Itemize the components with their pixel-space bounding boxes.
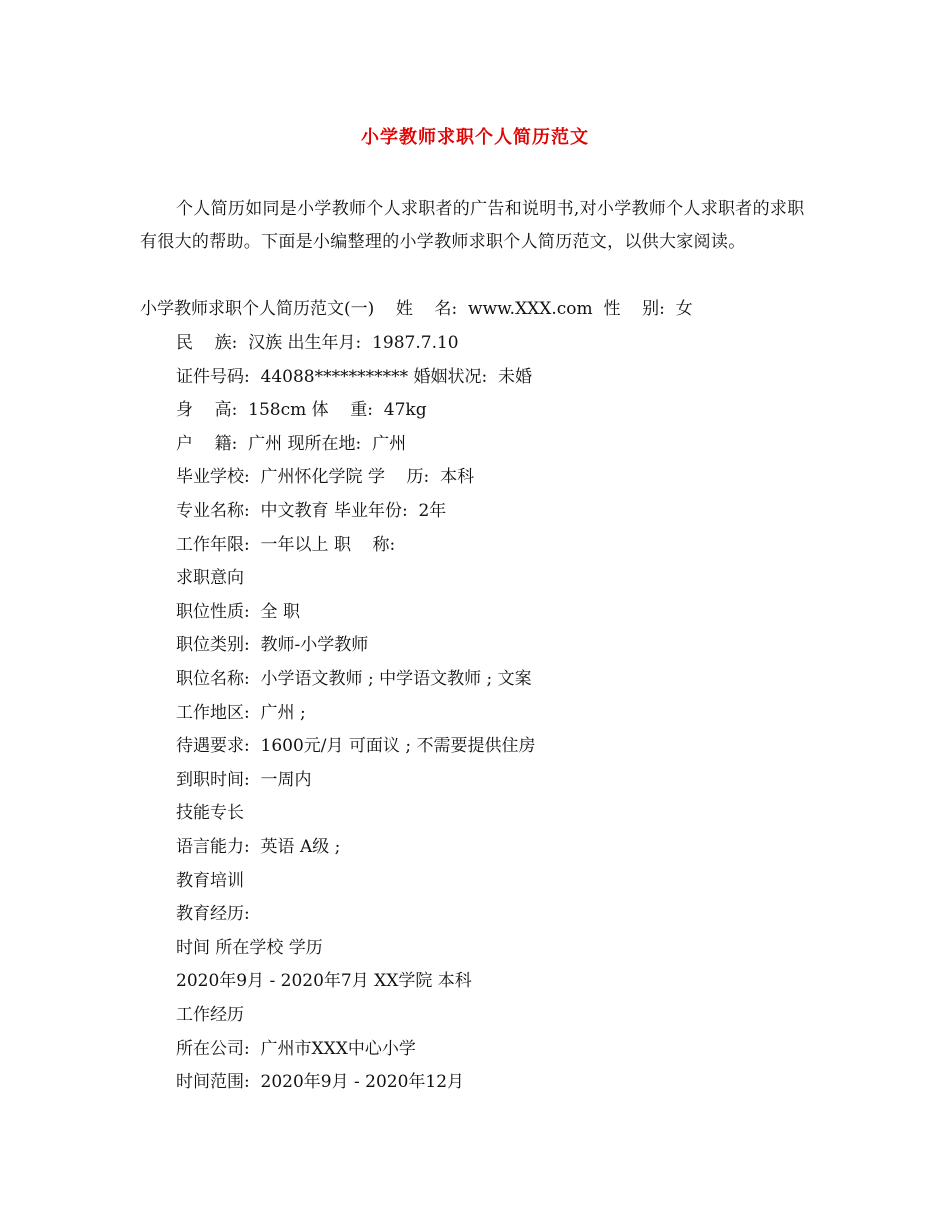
section-heading: 教育培训 (176, 871, 244, 891)
resume-line: 身 高: 158cm 体 重: 47kg (176, 400, 427, 420)
resume-line: 民 族: 汉族 出生年月: 1987.7.10 (176, 333, 459, 353)
resume-line: 职位名称: 小学语文教师 ; 中学语文教师 ; 文案 (176, 669, 532, 689)
resume-line: 专业名称: 中文教育 毕业年份: 2年 (176, 501, 447, 521)
resume-line: 证件号码: 44088*********** 婚姻状况: 未婚 (176, 367, 533, 387)
resume-line: 职位类别: 教师-小学教师 (176, 635, 369, 655)
resume-line: 到职时间: 一周内 (176, 770, 312, 790)
resume-line: 时间范围: 2020年9月 - 2020年12月 (176, 1072, 465, 1092)
resume-line: 毕业学校: 广州怀化学院 学 历: 本科 (176, 467, 475, 487)
resume-line: 2020年9月 - 2020年7月 XX学院 本科 (176, 971, 472, 991)
section-heading: 工作经历 (176, 1005, 244, 1025)
resume-line: 职位性质: 全 职 (176, 602, 300, 622)
document-title: 小学教师求职个人简历范文 (361, 127, 589, 148)
resume-line: 户 籍: 广州 现所在地: 广州 (176, 434, 407, 454)
resume-line: 时间 所在学校 学历 (176, 938, 323, 958)
resume-line: 教育经历: (176, 904, 250, 924)
resume-line: 工作地区: 广州 ; (176, 703, 306, 723)
section-heading: 求职意向 (176, 568, 244, 588)
resume-line: 小学教师求职个人简历范文(一) 姓 名: www.XXX.com 性 别: 女 (140, 299, 693, 319)
resume-line: 语言能力: 英语 A级 ; (176, 837, 341, 857)
resume-line: 工作年限: 一年以上 职 称: (176, 535, 396, 555)
resume-line: 所在公司: 广州市XXX中心小学 (176, 1039, 416, 1059)
section-heading: 技能专长 (176, 803, 244, 823)
resume-line: 待遇要求: 1600元/月 可面议 ; 不需要提供住房 (176, 736, 536, 756)
intro-paragraph: 个人简历如同是小学教师个人求职者的广告和说明书,对小学教师个人求职者的求职有很大的帮助。下面是小编整理的小学教师求职个人简历范文，以供大家阅读。 (140, 199, 805, 252)
